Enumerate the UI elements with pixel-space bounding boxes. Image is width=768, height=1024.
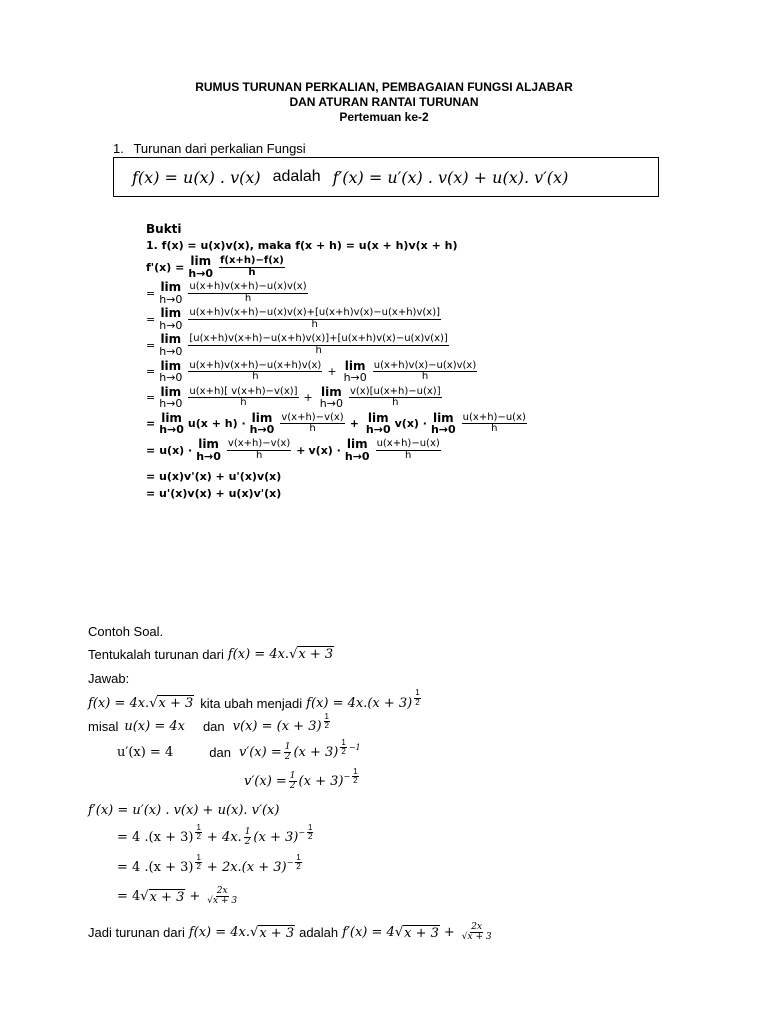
line-3-part-a: = 4 .(x + 3) (117, 860, 194, 875)
dan-label: dan (202, 719, 225, 734)
fraction-2x: $\frac{2x}{√x + 3}$ (207, 886, 238, 907)
fraction: $\frac{v(x+h)-v(x)}{h}$ (281, 411, 344, 435)
fraction: $\frac{v(x+h)-v(x)}{h}$ (227, 438, 291, 461)
fraction: $\frac{u(x+h)-u(x)}{h}$ (462, 411, 526, 435)
sqrt-expression: x + 3 (404, 925, 439, 941)
fraction: $\frac{u(x+h)v(x)-u(x)v(x)}{h}$ (373, 359, 477, 383)
solution-step-1 (88, 688, 423, 711)
proof-term: v(x) · (308, 443, 341, 457)
sqrt-expression: x + 3 (259, 925, 295, 941)
limit: lim h→0 (159, 384, 183, 411)
misal-label: misal (88, 719, 119, 734)
fraction: $\frac{u(x+h)v(x+h)-u(x)v(x)}{h}$ (189, 281, 307, 304)
limit: lim h→0 (159, 410, 184, 437)
conclusion-math-1: f(x) = 4x. (188, 925, 251, 941)
limit: lim h→0 (249, 410, 275, 437)
formula-adalah: adalah (272, 168, 321, 185)
proof-line-7: = lim h→0 $\frac{u(x+h)[ v(x+h)-v(x)]}{h}$ + lim h→0 $\frac{v(x)[u(x+h)-u(x)]}{h}$ (146, 384, 441, 411)
solution-line-2 (117, 823, 315, 848)
limit: lim h→0 (430, 410, 456, 437)
exponent-minus-one: −1 (348, 743, 361, 753)
proof-title: Bukti (146, 222, 182, 236)
v-definition: v(x) = (x + 3) (232, 719, 322, 734)
dan-label: dan (209, 745, 231, 761)
conclusion-text: Jadi turunan dari (88, 925, 185, 941)
line-4-part-a: = 4 (117, 889, 141, 905)
limit: lim h→0 (319, 384, 343, 411)
fraction-2x: $\frac{2x}{√x + 3}$ (461, 922, 492, 943)
step-math: f(x) = 4x. (88, 695, 150, 711)
exponent-fraction: $\frac{1}{2}$ (324, 711, 329, 730)
limit: lim h→0 (159, 332, 183, 359)
title-line-3: Pertemuan ke-2 (339, 110, 429, 124)
half-fraction: $\frac{1}{2}$ (289, 771, 296, 792)
plus-sign: + (443, 925, 455, 941)
section-heading (113, 141, 306, 156)
half-fraction: $\frac{1}{2}$ (244, 827, 251, 848)
task-math: f(x) = 4x. (227, 646, 290, 662)
exponent-fraction: $\frac{1}{2}$ (196, 852, 201, 871)
sqrt-expression: x + 3 (298, 647, 334, 662)
proof-result-1: = u(x)v'(x) + u'(x)v(x) (146, 470, 282, 484)
conclusion-adalah: adalah (299, 925, 339, 941)
proof-line-9: = u(x) · lim h→0 $\frac{v(x+h)-v(x)}{h}$ + v(x) · lim h→0 $\frac{u(x+h)-u(x)}{h}$ (146, 436, 440, 463)
conclusion (88, 923, 495, 943)
limit: lim h→0 (159, 280, 183, 306)
solution-line-4 (117, 887, 240, 907)
title-line-2: DAN ATURAN RANTAI TURUNAN (289, 95, 479, 109)
proof-term: u(x) · (159, 443, 193, 457)
solution-rule: f′(x) = u′(x) . v(x) + u(x). v′(x) (88, 803, 280, 818)
u-definition: u(x) = 4x (124, 719, 185, 734)
proof-line-3: = lim h→0 $\frac{u(x+h)v(x+h)-u(x)v(x)}{h}$ (146, 280, 307, 306)
sqrt-symbol: √ (149, 695, 158, 711)
title-line-1: RUMUS TURUNAN PERKALIAN, PEMBAGAIAN FUNGSI ALJABAR (195, 80, 573, 94)
exponent-fraction: $\frac{1}{2}$ (341, 738, 346, 757)
formula-box (113, 157, 659, 197)
exponent-minus: − (286, 858, 294, 867)
limit: lim h→0 (159, 358, 183, 385)
exponent-fraction: $\frac{1}{2}$ (415, 688, 420, 707)
proof-line-8: = lim h→0 u(x + h) · lim h→0 $\frac{v(x+h)-v(x)}{h}$ + lim h→0 v(x) · lim h→0 $\frac{u(x+h)-u(x)}{h}$ (146, 410, 526, 437)
proof-block (146, 222, 529, 500)
limit: lim h→0 (344, 436, 370, 463)
proof-fprime-label: f'(x) = (146, 260, 185, 274)
proof-term: u(x + h) · (187, 417, 246, 431)
line-2-part-c: (x + 3) (253, 830, 299, 846)
line-2-part-b: + 4x. (206, 830, 242, 846)
limit: lim h→0 (196, 436, 221, 463)
sqrt-symbol: √ (140, 889, 149, 905)
limit: lim h→0 (343, 358, 367, 385)
half-fraction: $\frac{1}{2}$ (284, 742, 291, 763)
proof-line-6: = lim h→0 $\frac{u(x+h)v(x+h)-u(x+h)v(x)}{h}$ + lim h→0 $\frac{u(x+h)v(x)-u(x)v(x)}{h}$ (146, 358, 477, 385)
formula-right: f′(x) = u′(x) . v(x) + u(x). v′(x) (332, 167, 569, 187)
exponent-fraction: $\frac{1}{2}$ (196, 823, 201, 842)
example-heading: Contoh Soal. (88, 624, 164, 639)
exponent-fraction: $\frac{1}{2}$ (353, 767, 358, 786)
step-text: kita ubah menjadi (200, 695, 303, 711)
limit: lim h→0 (159, 306, 183, 332)
v-derivative-2: v′(x) = (244, 774, 287, 790)
proof-line-4: = lim h→0 $\frac{u(x+h)v(x+h)-u(x)v(x)+[u(x+h)v(x)-u(x+h)v(x)]}{h}$ (146, 306, 441, 332)
jawab-label: Jawab: (88, 671, 130, 686)
solution-misal (88, 711, 332, 734)
proof-term: v(x) · (394, 417, 427, 431)
exponent-minus: − (343, 772, 351, 782)
fraction: $\frac{[u(x+h)v(x+h)-u(x+h)v(x)]+[u(x+h)v(x)-u(x)v(x)]}{h}$ (189, 333, 448, 356)
line-3-part-b: + 2x.(x + 3) (206, 860, 287, 875)
exponent-fraction: $\frac{1}{2}$ (296, 852, 301, 871)
plus-sign: + (189, 889, 201, 905)
fraction: $\frac{u(x+h)v(x+h)-u(x+h)v(x)}{h}$ (189, 359, 322, 383)
u-derivative: u′(x) = 4 (117, 745, 174, 761)
limit: lim h→0 (365, 410, 391, 437)
solution-line-3 (117, 852, 304, 875)
example-task (88, 646, 334, 662)
line-2-part-a: = 4 .(x + 3) (117, 830, 194, 846)
sqrt-symbol: √ (394, 925, 404, 941)
formula-left: f(x) = u(x) . v(x) (132, 167, 261, 187)
proof-result-2: = u'(x)v(x) + u(x)v'(x) (146, 487, 282, 501)
exponent-minus: − (298, 828, 306, 838)
v-derivative-base: (x + 3) (298, 774, 344, 790)
fraction: $\frac{u(x+h)-u(x)}{h}$ (376, 438, 440, 461)
limit: lim h→0 (188, 254, 214, 280)
fraction: $\frac{v(x)[u(x+h)-u(x)]}{h}$ (349, 385, 441, 409)
sqrt-symbol: √ (250, 925, 259, 941)
section-title: Turunan dari perkalian Fungsi (133, 141, 306, 156)
solution-derivatives (117, 738, 361, 763)
sqrt-symbol: √ (289, 646, 298, 662)
sqrt-expression: x + 3 (158, 696, 194, 711)
step-math-2: f(x) = 4x.(x + 3) (306, 695, 413, 711)
exponent-fraction: $\frac{1}{2}$ (308, 823, 313, 842)
conclusion-math-2: f′(x) = 4 (342, 925, 395, 941)
section-number: 1. (113, 141, 124, 156)
fraction: $\frac{u(x+h)v(x+h)-u(x)v(x)+[u(x+h)v(x)-u(x+h)v(x)]}{h}$ (189, 307, 441, 330)
solution-v-derivative-2 (244, 767, 361, 792)
proof-line-2 (146, 255, 529, 279)
v-derivative: v′(x) = (238, 745, 282, 761)
fraction: $\frac{f(x+h)-f(x)}{h}$ (220, 255, 284, 278)
task-text: Tentukalah turunan dari (88, 646, 224, 662)
proof-line-1: 1. f(x) = u(x)v(x), maka f(x + h) = u(x + h)v(x + h) (146, 239, 458, 252)
v-derivative-base: (x + 3) (293, 745, 339, 761)
fraction: $\frac{u(x+h)[ v(x+h)-v(x)]}{h}$ (189, 385, 298, 409)
sqrt-expression: x + 3 (149, 889, 185, 905)
proof-line-5: = lim h→0 $\frac{[u(x+h)v(x+h)-u(x+h)v(x)]+[u(x+h)v(x)-u(x)v(x)]}{h}$ (146, 332, 448, 359)
